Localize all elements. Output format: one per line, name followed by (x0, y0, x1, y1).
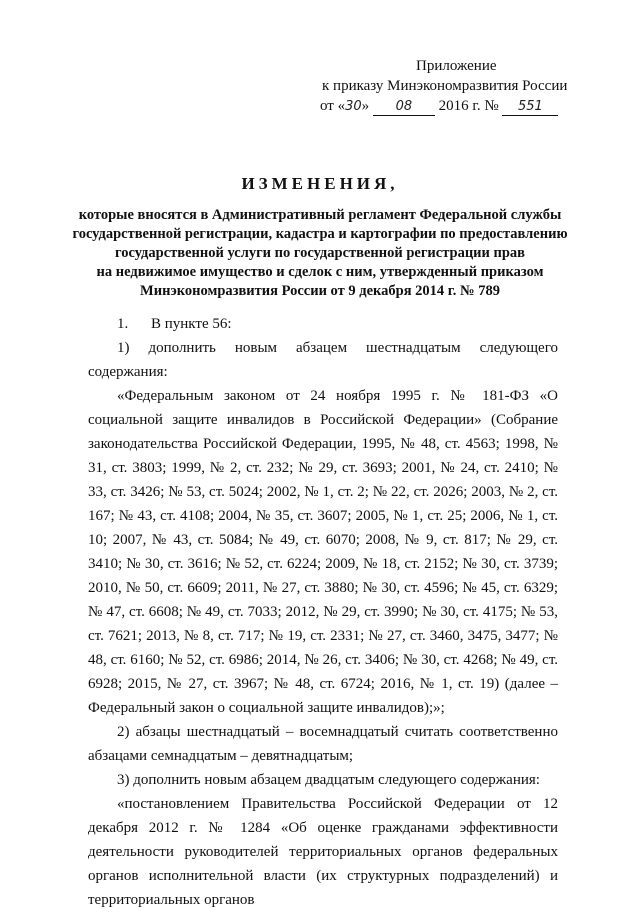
paragraph-4: 3) дополнить новым абзацем двадцатым следующего содержания: (117, 772, 540, 788)
appendix-date-line (320, 96, 567, 117)
subtitle-line: которые вносятся в Административный регламент Федеральной службы (78, 207, 562, 223)
date-separator: » (361, 98, 373, 114)
item-1 (88, 312, 558, 336)
paragraph-5: «постановлением Правительства Российской Федерации от 12 декабря 2012 г. № 1284 «Об оценке гражданами эффективности деятельности руководителей территориальных органов федеральных органов исполнительной власти (их структурных подразделений) и территориальных органов (88, 796, 558, 908)
date-year: 2016 г. № (434, 98, 503, 114)
appendix-order-reference: к приказу Минэкономразвития России (322, 78, 568, 94)
item-number: 1. (117, 316, 129, 332)
document-body (88, 312, 558, 912)
document-subtitle (60, 206, 580, 301)
appendix-block (320, 56, 567, 117)
subtitle-line: на недвижимое имущество и сделок с ним, утвержденный приказом (96, 264, 544, 280)
handwritten-number: 551 (518, 99, 543, 114)
subtitle-line: Минэкономразвития России от 9 декабря 2014 г. № 789 (140, 283, 500, 299)
document-heading: ИЗМЕНЕНИЯ, (241, 174, 399, 193)
handwritten-month: 08 (395, 99, 413, 114)
subtitle-line: государственной услуги по государственной регистрации прав (114, 245, 526, 261)
paragraph-3: 2) абзацы шестнадцатый – восемнадцатый считать соответственно абзацами семнадцатым – девятнадцатым; (88, 724, 558, 764)
paragraph-1: 1) дополнить новым абзацем шестнадцатым следующего содержания: (88, 340, 558, 380)
month-field (373, 98, 435, 116)
item-text: В пункте 56: (151, 316, 232, 332)
paragraph-2: «Федеральным законом от 24 ноября 1995 г. № 181-ФЗ «О социальной защите инвалидов в Российской Федерации» (Собрание законодательства Российской Федерации, 1995, № 48, ст. 4563; 1998, № 31, ст. 3803; 1999, № 2, ст. 232; № 29, ст. 3693; 2001, № 24, ст. 2410; № 33, ст. 3426; № 53, ст. 5024; 2002, № 1, ст. 2; № 22, ст. 2026; 2003, № 2, ст. 167; № 43, ст. 4108; 2004, № 35, ст. 3607; 2005, № 1, ст. 25; 2006, № 1, ст. 10; 2007, № 43, ст. 5084; № 49, ст. 6070; 2008, № 9, ст. 817; № 29, ст. 3410; № 30, ст. 3616; № 52, ст. 6224; 2009, № 18, ст. 2152; № 30, ст. 3739; 2010, № 50, ст. 6609; 2011, № 27, ст. 3880; № 30, ст. 4596; № 45, ст. 6329; № 47, ст. 6608; № 49, ст. 7033; 2012, № 29, ст. 3990; № 30, ст. 4175; № 53, ст. 7621; 2013, № 8, ст. 717; № 19, ст. 2331; № 27, ст. 3460, 3475, 3477; № 48, ст. 6160; № 52, ст. 6986; 2014, № 26, ст. 3406; № 30, ст. 4268; № 49, ст. 6928; 2015, № 27, ст. 3967; № 48, ст. 6724; 2016, № 1, ст. 19) (далее – Федеральный закон о социальной защите инвалидов);»; (88, 388, 558, 716)
date-prefix: от « (320, 98, 346, 114)
number-field (502, 98, 558, 116)
appendix-title: Приложение (416, 58, 497, 74)
handwritten-day: 30 (345, 99, 362, 114)
subtitle-line: государственной регистрации, кадастра и картографии по предоставлению (72, 226, 568, 242)
